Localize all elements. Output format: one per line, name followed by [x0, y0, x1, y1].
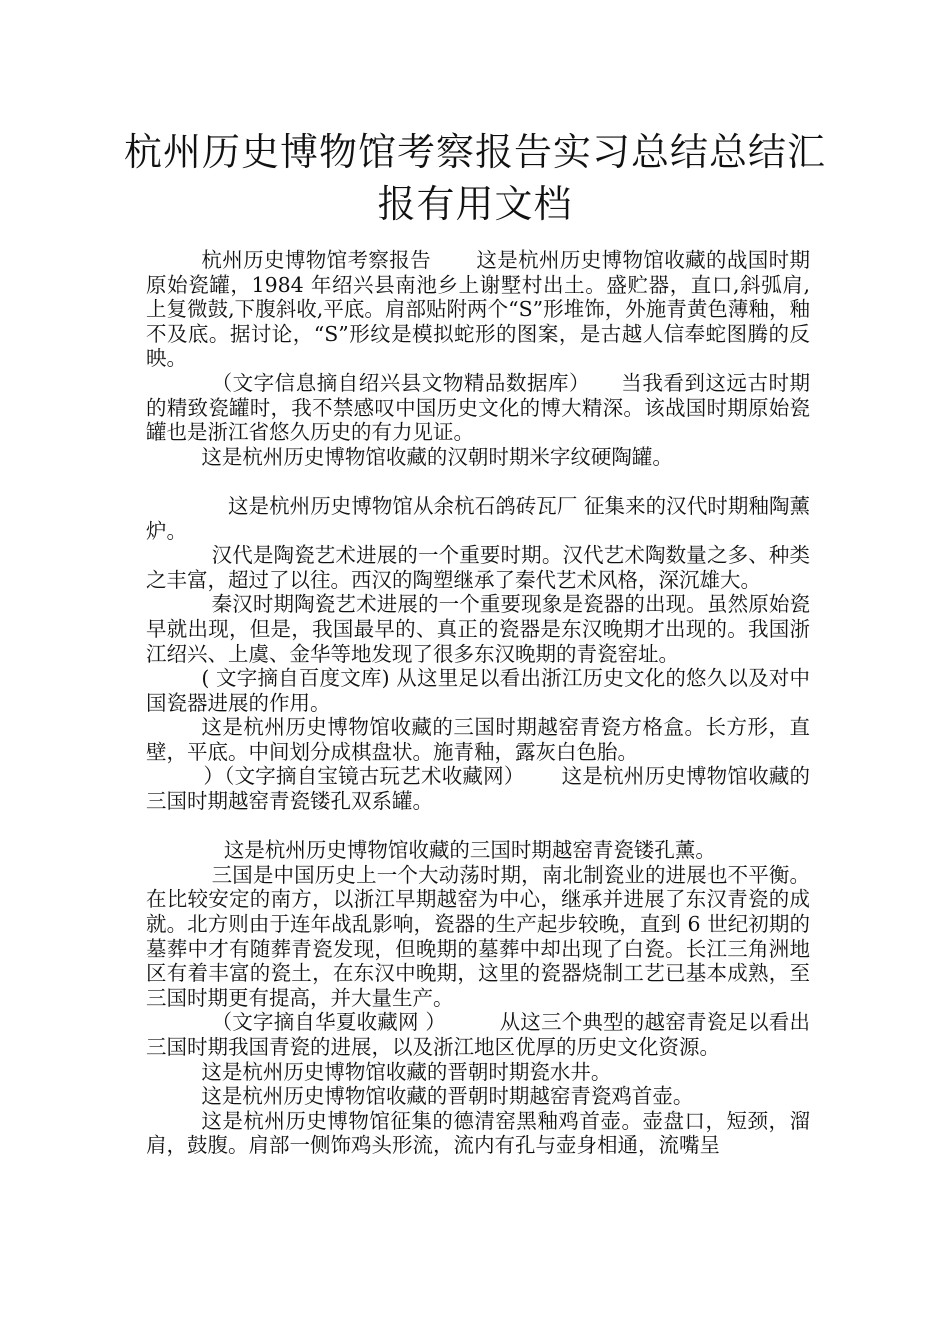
paragraph-text: ( 文字摘自百度文库) 从这里足以看出浙江历史文化的悠久以及对中国瓷器进展的作用。	[146, 666, 810, 715]
paragraph	[146, 1109, 810, 1158]
paragraph	[146, 1084, 810, 1109]
paragraph-text: 当我看到这远古时期的精致瓷罐时，我不禁感叹中国历史文化的博大精深。该战国时期原始瓷罐也是浙江省悠久历史的有力见证。	[146, 370, 810, 445]
title-line-2: 报有用文档	[377, 182, 573, 226]
paragraph	[146, 863, 810, 1011]
paragraph	[146, 1010, 810, 1059]
paragraph	[146, 248, 810, 371]
paragraph-lead: （文字信息摘自绍兴县文物精品数据库）	[211, 370, 591, 395]
paragraph-lead: （文字摘自华夏收藏网 ）	[211, 1010, 447, 1035]
paragraph-text: 汉代是陶瓷艺术进展的一个重要时期。汉代艺术陶数量之多、种类之丰富，超过了以往。西汉的陶塑继承了秦代艺术风格，深沉雄大。	[146, 543, 810, 592]
paragraph	[146, 592, 810, 666]
paragraph-text: 三国是中国历史上一个大动荡时期，南北制瓷业的进展也不平衡。在比较安定的南方，以浙江早期越窑为中心，继承并进展了东汉青瓷的成就。北方则由于连年战乱影响，瓷器的生产起步较晚，直到 6 世纪初期的墓葬中才有随葬青瓷发现，但晚期的墓葬中却出现了白瓷。长江三角洲地区有着丰富的瓷土，在东汉中晚期，这里的瓷器烧制工艺已基本成熟，至三国时期更有提高，并大量生产。	[146, 862, 810, 1010]
blank-line	[146, 814, 810, 839]
paragraph-text: 这是杭州历史博物馆收藏的战国时期原始瓷罐，1984 年绍兴县南池乡上谢墅村出土。盛贮器，直口,斜弧肩,上复微鼓,下腹斜收,平底。肩部贴附两个“S”形堆饰，外施青黄色薄釉，釉不及底。据讨论，“S”形纹是模拟蛇形的图案，是古越人信奉蛇图腾的反映。	[146, 248, 811, 371]
paragraph	[146, 494, 810, 543]
paragraph	[146, 764, 810, 813]
paragraph-text: 这是杭州历史博物馆收藏的晋朝时期越窑青瓷鸡首壶。	[201, 1084, 694, 1109]
paragraph	[146, 715, 810, 764]
paragraph	[146, 666, 810, 715]
document-body	[146, 248, 810, 1158]
paragraph-text: 从这三个典型的越窑青瓷足以看出三国时期我国青瓷的进展，以及浙江地区优厚的历史文化资源。	[146, 1010, 810, 1059]
paragraph-text: 秦汉时期陶瓷艺术进展的一个重要现象是瓷器的出现。虽然原始瓷早就出现，但是，我国最早的、真正的瓷器是东汉晚期才出现的。我国浙江绍兴、上虞、金华等地发现了很多东汉晚期的青瓷窑址。	[146, 592, 810, 666]
paragraph-lead: 杭州历史博物馆考察报告	[201, 248, 431, 272]
paragraph-text: 这是杭州历史博物馆从余杭石鸽砖瓦厂 征集来的汉代时期釉陶薰炉。	[146, 493, 810, 543]
paragraph-text: 这是杭州历史博物馆收藏的汉朝时期米字纹硬陶罐。	[201, 444, 673, 469]
paragraph-lead: ）（文字摘自宝镜古玩艺术收藏网）	[203, 764, 525, 789]
paragraph-text: 这是杭州历史博物馆收藏的三国时期越窑青瓷镂孔薰。	[223, 838, 716, 863]
paragraph	[146, 1060, 810, 1085]
paragraph	[146, 543, 810, 592]
paragraph-text: 这是杭州历史博物馆收藏的晋朝时期瓷水井。	[201, 1059, 612, 1084]
paragraph	[146, 838, 810, 863]
paragraph-text: 这是杭州历史博物馆收藏的三国时期越窑青瓷镂孔双系罐。	[146, 764, 811, 814]
paragraph	[146, 445, 810, 470]
title-line-1: 杭州历史博物馆考察报告实习总结总结汇	[123, 130, 826, 174]
blank-line	[146, 469, 810, 494]
paragraph-text: 这是杭州历史博物馆征集的德清窑黑釉鸡首壶。壶盘口，短颈，溜肩，鼓腹。肩部一侧饰鸡头形流，流内有孔与壶身相通，流嘴呈	[146, 1108, 810, 1158]
paragraph-text: 这是杭州历史博物馆收藏的三国时期越窑青瓷方格盒。长方形，直壁，平底。中间划分成棋盘状。施青釉，露灰白色胎。	[146, 715, 810, 764]
paragraph	[146, 371, 810, 445]
